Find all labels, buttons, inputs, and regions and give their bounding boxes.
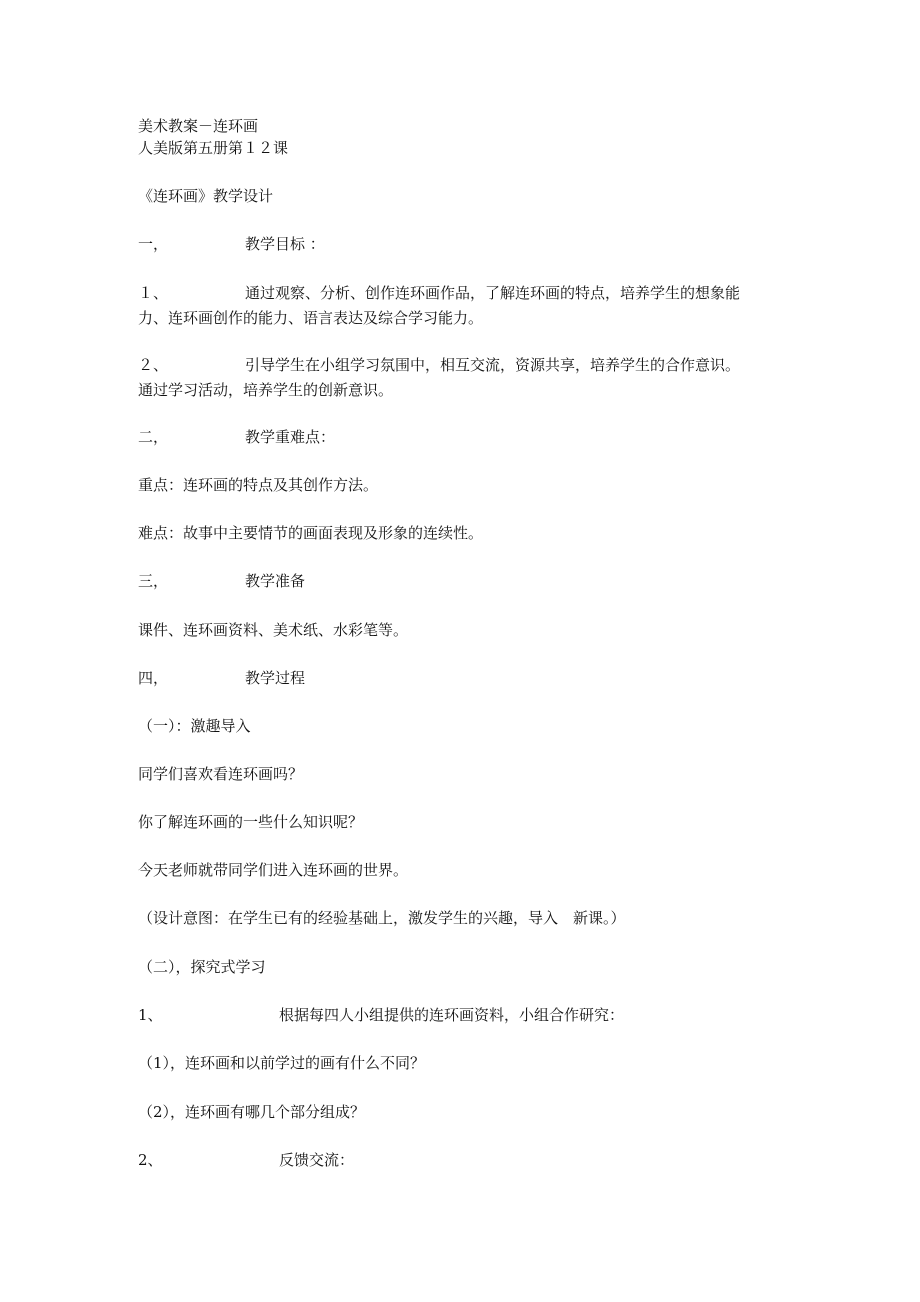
objective-1 xyxy=(138,284,741,302)
part2-title: （二），探究式学习 xyxy=(138,958,266,976)
difficult-point: 难点：故事中主要情节的画面表现及形象的连续性。 xyxy=(138,524,484,542)
design-intent: （设计意图：在学生已有的经验基础上，激发学生的兴趣，导入 新课。） xyxy=(138,909,626,927)
question-1: （1），连环画和以前学过的画有什么不同？ xyxy=(138,1054,426,1072)
objective-2-cont: 通过学习活动，培养学生的创新意识。 xyxy=(138,381,394,399)
item-number: 2、 xyxy=(138,1151,163,1169)
key-point: 重点：连环画的特点及其创作方法。 xyxy=(138,476,379,494)
item-number: ２、 xyxy=(138,356,169,374)
preparation-content: 课件、连环画资料、美术纸、水彩笔等。 xyxy=(138,621,409,639)
doc-title: 美术教案－连环画 xyxy=(138,117,259,135)
paragraph: 你了解连环画的一些什么知识呢？ xyxy=(138,813,364,831)
section-heading: 教学目标 ： xyxy=(245,235,325,253)
section2-heading xyxy=(138,428,336,446)
objective-2 xyxy=(138,356,741,374)
section-label: 一， xyxy=(138,235,169,253)
section-heading: 教学准备 xyxy=(245,572,306,590)
section-label: 三， xyxy=(138,572,169,590)
section3-heading xyxy=(138,572,306,590)
section-label: 四， xyxy=(138,669,169,687)
step-2 xyxy=(138,1151,355,1169)
item-text: 通过观察、分析、创作连环画作品，了解连环画的特点，培养学生的想象能 xyxy=(245,284,741,302)
section-heading: 教学重难点： xyxy=(245,428,336,446)
section4-heading xyxy=(138,669,306,687)
step-1 xyxy=(138,1006,625,1024)
objective-1-cont: 力、连环画创作的能力、语言表达及综合学习能力。 xyxy=(138,309,484,327)
item-number: 1、 xyxy=(138,1006,163,1024)
item-number: １、 xyxy=(138,284,169,302)
section-heading: 教学过程 xyxy=(245,669,306,687)
item-text: 反馈交流： xyxy=(279,1151,355,1169)
part1-title: （一）：激趣导入 xyxy=(138,717,251,735)
design-title: 《连环画》教学设计 xyxy=(138,187,274,205)
paragraph: 今天老师就带同学们进入连环画的世界。 xyxy=(138,861,409,879)
doc-subtitle: 人美版第五册第１２课 xyxy=(138,139,289,157)
section-label: 二， xyxy=(138,428,169,446)
item-text: 引导学生在小组学习氛围中，相互交流，资源共享，培养学生的合作意识。 xyxy=(245,356,741,374)
paragraph: 同学们喜欢看连环画吗？ xyxy=(138,765,304,783)
item-text: 根据每四人小组提供的连环画资料，小组合作研究： xyxy=(279,1006,625,1024)
question-2: （2），连环画有哪几个部分组成？ xyxy=(138,1103,366,1121)
section1-heading xyxy=(138,235,325,253)
